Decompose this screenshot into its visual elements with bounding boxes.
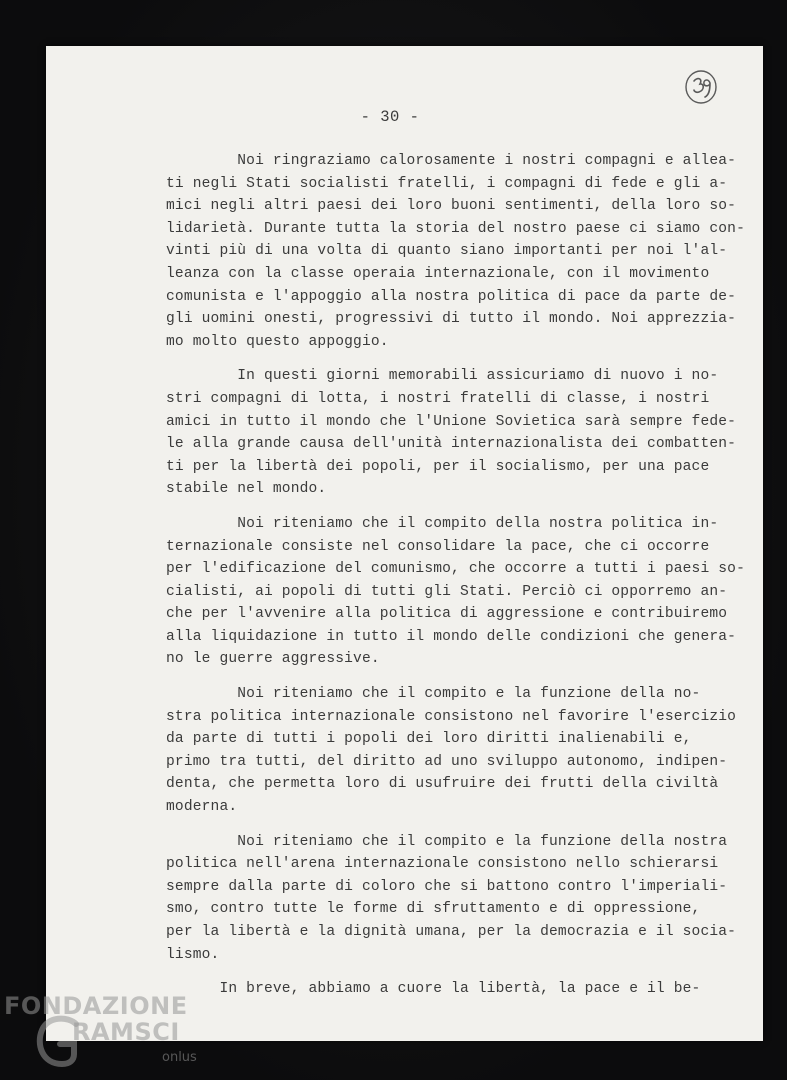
text-line: stra politica internazionale consistono nel favorire l'esercizio	[166, 708, 737, 725]
text-line: le alla grande causa dell'unità internazionalista dei combatten-	[166, 436, 737, 453]
text-line: mo molto questo appoggio.	[166, 333, 389, 350]
text-line: Noi riteniamo che il compito e la funzione della no-	[166, 686, 701, 703]
text-line: mici negli altri paesi dei loro buoni sentimenti, della loro so-	[166, 198, 737, 215]
text-line: denta, che permetta loro di usufruire dei frutti della civiltà	[166, 776, 719, 793]
text-line: da parte di tutti i popoli dei loro diritti inalienabili e,	[166, 731, 692, 748]
text-line: Noi riteniamo che il compito della nostra politica in-	[166, 515, 719, 532]
paragraph	[166, 683, 736, 819]
text-line: ternazionale consiste nel consolidare la pace, che ci occorre	[166, 538, 710, 555]
document-body	[166, 150, 745, 1013]
text-line: per la libertà e la dignità umana, per la democrazia e il socia-	[166, 924, 737, 940]
paragraph	[166, 978, 736, 1001]
text-line: smo, contro tutte le forme di sfruttamento e di oppressione,	[166, 901, 701, 918]
text-line: primo tra tutti, del diritto ad uno sviluppo autonomo, indipen-	[166, 753, 728, 770]
text-line: gli uomini onesti, progressivi di tutto il mondo. Noi apprezzia-	[166, 311, 737, 328]
text-line: cialisti, ai popoli di tutti gli Stati. Perciò ci opporremo an-	[166, 583, 728, 600]
text-line: sempre dalla parte di coloro che si battono contro l'imperiali-	[166, 878, 728, 895]
text-line: Noi riteniamo che il compito e la funzione della nostra	[166, 833, 728, 850]
text-line: che per l'avvenire alla politica di aggressione e contribuiremo	[166, 606, 728, 623]
text-line: alla liquidazione in tutto il mondo delle condizioni che genera-	[166, 628, 737, 645]
watermark-line-2: RAMSCI	[72, 1018, 180, 1046]
text-line: amici in tutto il mondo che l'Unione Sovietica sarà sempre fede-	[166, 413, 737, 430]
text-line: ti negli Stati socialisti fratelli, i compagni di fede e gli a-	[166, 175, 728, 192]
paragraph	[166, 831, 736, 967]
text-line: stri compagni di lotta, i nostri fratelli di classe, i nostri	[166, 390, 710, 407]
text-line: politica nell'arena internazionale consistono nello schierarsi	[166, 856, 719, 873]
text-line: moderna.	[166, 799, 238, 816]
text-line: In breve, abbiamo a cuore la libertà, la pace e il be-	[166, 981, 701, 998]
text-line: stabile nel mondo.	[166, 481, 327, 498]
watermark-line-1: FONDAZIONE	[4, 992, 188, 1020]
text-line: per l'edificazione del comunismo, che occorre a tutti i paesi so-	[166, 561, 745, 578]
handwritten-folio-number	[683, 68, 719, 106]
text-line: no le guerre aggressive.	[166, 651, 380, 668]
watermark-line-3: onlus	[162, 1050, 197, 1065]
text-line: vinti più di una volta di quanto siano importanti per noi l'al-	[166, 243, 728, 260]
fondazione-gramsci-watermark	[4, 992, 204, 1072]
text-line: Noi ringraziamo calorosamente i nostri compagni e allea-	[166, 153, 737, 169]
text-line: lidarietà. Durante tutta la storia del nostro paese ci siamo con-	[166, 220, 745, 237]
paragraph	[166, 150, 745, 353]
text-line: ti per la libertà dei popoli, per il socialismo, per una pace	[166, 458, 710, 475]
text-line: comunista e l'appoggio alla nostra politica di pace da parte de-	[166, 288, 737, 305]
page-number: - 30 -	[360, 108, 420, 126]
text-line: leanza con la classe operaia internazionale, con il movimento	[166, 265, 710, 282]
paragraph	[166, 365, 736, 501]
text-line: In questi giorni memorabili assicuriamo di nuovo i no-	[166, 368, 719, 385]
paragraph	[166, 513, 745, 671]
text-line: lismo.	[166, 946, 220, 963]
